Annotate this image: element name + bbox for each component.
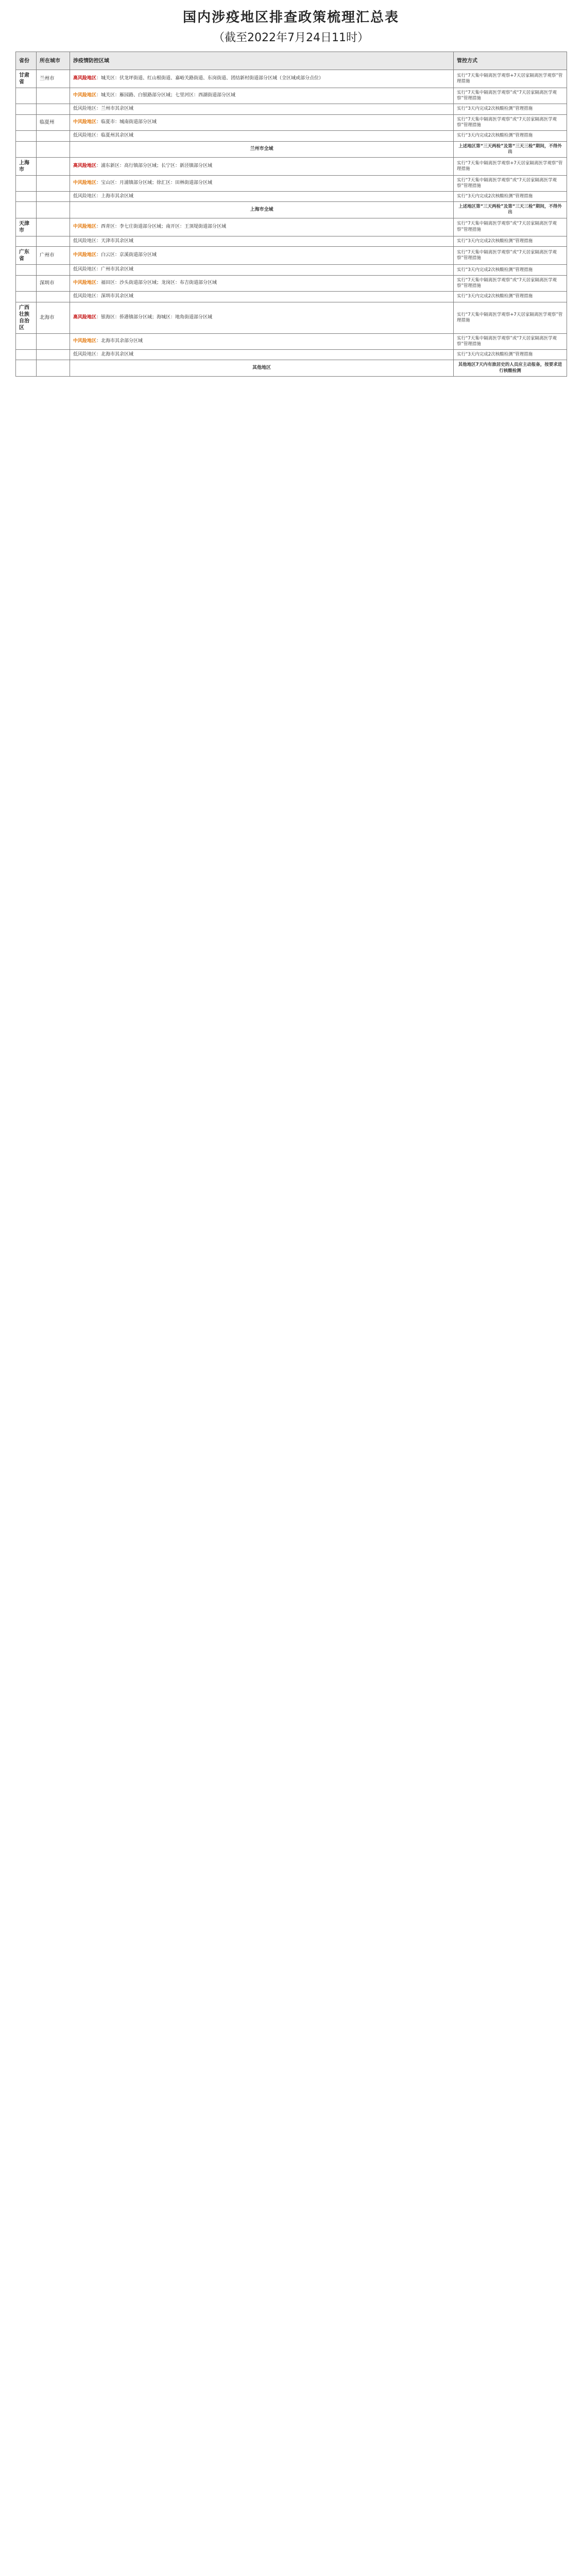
city-cell bbox=[37, 175, 70, 191]
risk-level-label: 低风险地区 bbox=[73, 106, 97, 112]
city-cell: 深圳市 bbox=[37, 275, 70, 291]
control-cell: 实行“7天集中隔离医学观察+7天居家隔离医学观察”管理措施 bbox=[454, 157, 567, 175]
province-cell bbox=[16, 360, 37, 376]
area-text: 兰州市全域 bbox=[250, 146, 273, 151]
col-header-province: 省份 bbox=[16, 52, 37, 70]
risk-level-label: 低风险地区 bbox=[73, 267, 97, 273]
table-row bbox=[16, 292, 567, 302]
province-cell bbox=[16, 333, 37, 349]
risk-level-label: 中风险地区 bbox=[73, 338, 97, 344]
area-cell: 高风险地区：浦东新区：高行镇部分区域；长宁区：新泾镇部分区域 bbox=[70, 157, 454, 175]
province-cell: 天津市 bbox=[16, 218, 37, 236]
city-cell bbox=[37, 292, 70, 302]
control-cell: 实行“3天内完成2次核酸检测”管理措施 bbox=[454, 292, 567, 302]
risk-level-label: 中风险地区 bbox=[73, 93, 97, 98]
province-cell bbox=[16, 114, 37, 130]
control-cell: 实行“7天集中隔离医学观察”或“7天居家隔离医学观察”管理措施 bbox=[454, 333, 567, 349]
control-cell: 实行“3天内完成2次核酸检测”管理措施 bbox=[454, 104, 567, 115]
risk-level-label: 低风险地区 bbox=[73, 238, 97, 244]
province-cell bbox=[16, 141, 37, 157]
table-row bbox=[16, 333, 567, 349]
risk-level-label: 高风险地区 bbox=[73, 163, 97, 168]
note-row bbox=[16, 141, 567, 157]
area-cell: 中风险地区：西青区：李七庄街道部分区域；南开区：王顶堤街道部分区域 bbox=[70, 218, 454, 236]
province-cell bbox=[16, 349, 37, 360]
control-cell: 实行“7天集中隔离医学观察”或“7天居家隔离医学观察”管理措施 bbox=[454, 247, 567, 265]
table-row bbox=[16, 247, 567, 265]
city-cell bbox=[37, 360, 70, 376]
table-row bbox=[16, 157, 567, 175]
area-cell bbox=[70, 141, 454, 157]
control-cell: 实行“3天内完成2次核酸检测”管理措施 bbox=[454, 236, 567, 247]
province-cell bbox=[16, 175, 37, 191]
area-text: 其他地区 bbox=[252, 365, 271, 370]
col-header-city: 所在城市 bbox=[37, 52, 70, 70]
note-row bbox=[16, 360, 567, 376]
control-cell: 其他地区7天内有旅居史的人员应主动报备，按要求进行核酸检测 bbox=[454, 360, 567, 376]
table-row bbox=[16, 88, 567, 104]
city-cell bbox=[37, 236, 70, 247]
risk-level-label: 高风险地区 bbox=[73, 76, 97, 81]
table-row bbox=[16, 236, 567, 247]
area-text: 浦东新区：高行镇部分区域；长宁区：新泾镇部分区域 bbox=[101, 163, 213, 168]
table-row bbox=[16, 218, 567, 236]
area-cell: 中风险地区：北海市其余部分区域 bbox=[70, 333, 454, 349]
province-cell bbox=[16, 88, 37, 104]
col-header-area: 涉疫情防控区域 bbox=[70, 52, 454, 70]
control-cell: 实行“7天集中隔离医学观察”或“7天居家隔离医学观察”管理措施 bbox=[454, 88, 567, 104]
province-cell: 甘肃省 bbox=[16, 70, 37, 88]
area-text: 白云区：京溪街道部分区域 bbox=[101, 252, 157, 258]
area-text: 北海市其余区域 bbox=[101, 351, 134, 357]
city-cell bbox=[37, 191, 70, 202]
risk-level-label: 低风险地区 bbox=[73, 351, 97, 357]
province-cell: 广西壮族自治区 bbox=[16, 302, 37, 333]
risk-level-label: 低风险地区 bbox=[73, 132, 97, 138]
area-text: 宝山区：月浦镇部分区域；徐汇区：田林街道部分区域 bbox=[101, 180, 213, 185]
control-cell: 上述地区第“三天两检”及第“三天三检”期间，不得外出 bbox=[454, 141, 567, 157]
area-text: 上海市全域 bbox=[250, 207, 273, 212]
policy-table bbox=[15, 52, 567, 377]
city-cell bbox=[37, 202, 70, 218]
area-cell: 低风险地区：天津市其余区域 bbox=[70, 236, 454, 247]
table-row bbox=[16, 175, 567, 191]
city-cell bbox=[37, 141, 70, 157]
city-cell: 兰州市 bbox=[37, 70, 70, 88]
area-text: 北海市其余部分区域 bbox=[101, 338, 143, 344]
control-cell: 实行“7天集中隔离医学观察”或“7天居家隔离医学观察”管理措施 bbox=[454, 175, 567, 191]
table-row bbox=[16, 130, 567, 141]
area-text: 广州市其余区域 bbox=[101, 267, 134, 273]
area-cell: 高风险地区：银海区：侨港镇部分区域；海城区：地角街道部分区域 bbox=[70, 302, 454, 333]
control-cell: 实行“3天内完成2次核酸检测”管理措施 bbox=[454, 130, 567, 141]
area-cell: 低风险地区：广州市其余区域 bbox=[70, 265, 454, 276]
province-cell bbox=[16, 292, 37, 302]
area-cell bbox=[70, 202, 454, 218]
area-cell: 中风险地区：白云区：京溪街道部分区域 bbox=[70, 247, 454, 265]
city-cell bbox=[37, 157, 70, 175]
province-cell bbox=[16, 265, 37, 276]
area-text: 西青区：李七庄街道部分区域；南开区：王顶堤街道部分区域 bbox=[101, 224, 227, 229]
header bbox=[15, 0, 567, 52]
area-cell: 中风险地区：临夏市：城南街道部分区域 bbox=[70, 114, 454, 130]
area-text: 临夏市：城南街道部分区域 bbox=[101, 119, 157, 125]
city-cell bbox=[37, 88, 70, 104]
table-row bbox=[16, 302, 567, 333]
area-text: 深圳市其余区域 bbox=[101, 294, 134, 299]
note-row bbox=[16, 202, 567, 218]
province-cell bbox=[16, 236, 37, 247]
risk-level-label: 中风险地区 bbox=[73, 224, 97, 229]
province-cell bbox=[16, 202, 37, 218]
control-cell: 上述地区第“三天两检”及第“三天三检”期间，不得外出 bbox=[454, 202, 567, 218]
control-cell: 实行“3天内完成2次核酸检测”管理措施 bbox=[454, 265, 567, 276]
table-row bbox=[16, 265, 567, 276]
control-cell: 实行“7天集中隔离医学观察”或“7天居家隔离医学观察”管理措施 bbox=[454, 275, 567, 291]
area-cell: 中风险地区：福田区：沙头街道部分区域；龙岗区：布吉街道部分区域 bbox=[70, 275, 454, 291]
area-cell: 低风险地区：深圳市其余区域 bbox=[70, 292, 454, 302]
city-cell bbox=[37, 333, 70, 349]
city-cell: 广州市 bbox=[37, 247, 70, 265]
area-text: 城关区：伏龙坪街道、红山根街道、嘉峪关路街道、东岗街道、团结新村街道部分区域（全区域或部分点位） bbox=[101, 76, 324, 81]
table-row bbox=[16, 349, 567, 360]
area-cell: 低风险地区：北海市其余区域 bbox=[70, 349, 454, 360]
risk-level-label: 高风险地区 bbox=[73, 314, 97, 320]
city-cell: 临夏州 bbox=[37, 114, 70, 130]
table-row bbox=[16, 114, 567, 130]
city-cell bbox=[37, 104, 70, 115]
control-cell: 实行“7天集中隔离医学观察”或“7天居家隔离医学观察”管理措施 bbox=[454, 114, 567, 130]
control-cell: 实行“3天内完成2次核酸检测”管理措施 bbox=[454, 349, 567, 360]
control-cell: 实行“3天内完成2次核酸检测”管理措施 bbox=[454, 191, 567, 202]
table-row bbox=[16, 104, 567, 115]
area-cell: 低风险地区：临夏州其余区域 bbox=[70, 130, 454, 141]
page-title: 国内涉疫地区排查政策梳理汇总表 bbox=[182, 10, 399, 25]
area-cell: 中风险地区：宝山区：月浦镇部分区域；徐汇区：田林街道部分区域 bbox=[70, 175, 454, 191]
control-cell: 实行“7天集中隔离医学观察”或“7天居家隔离医学观察”管理措施 bbox=[454, 218, 567, 236]
risk-level-label: 中风险地区 bbox=[73, 180, 97, 185]
table-row bbox=[16, 191, 567, 202]
control-cell: 实行“7天集中隔离医学观察+7天居家隔离医学观察”管理措施 bbox=[454, 302, 567, 333]
city-cell bbox=[37, 349, 70, 360]
province-cell: 广东省 bbox=[16, 247, 37, 265]
area-cell: 低风险地区：上海市其余区域 bbox=[70, 191, 454, 202]
area-cell: 高风险地区：城关区：伏龙坪街道、红山根街道、嘉峪关路街道、东岗街道、团结新村街道部分区域（全区域或部分点位） bbox=[70, 70, 454, 88]
city-cell bbox=[37, 265, 70, 276]
province-cell bbox=[16, 191, 37, 202]
risk-level-label: 中风险地区 bbox=[73, 252, 97, 258]
province-cell: 上海市 bbox=[16, 157, 37, 175]
area-text: 福田区：沙头街道部分区域；龙岗区：布吉街道部分区域 bbox=[101, 280, 217, 286]
city-cell bbox=[37, 218, 70, 236]
province-cell bbox=[16, 104, 37, 115]
risk-level-label: 低风险地区 bbox=[73, 193, 97, 199]
area-text: 天津市其余区域 bbox=[101, 238, 134, 244]
table-row bbox=[16, 70, 567, 88]
risk-level-label: 低风险地区 bbox=[73, 294, 97, 299]
table-body bbox=[16, 70, 567, 377]
table-row bbox=[16, 275, 567, 291]
risk-level-label: 中风险地区 bbox=[73, 119, 97, 125]
area-cell: 中风险地区：城关区：雁园路、白银路部分区域；七里河区：西湖街道部分区域 bbox=[70, 88, 454, 104]
area-text: 城关区：雁园路、白银路部分区域；七里河区：西湖街道部分区域 bbox=[101, 93, 236, 98]
area-text: 银海区：侨港镇部分区域；海城区：地角街道部分区域 bbox=[101, 314, 213, 320]
area-text: 上海市其余区域 bbox=[101, 193, 134, 199]
control-cell: 实行“7天集中隔离医学观察+7天居家隔离医学观察”管理措施 bbox=[454, 70, 567, 88]
col-header-control: 管控方式 bbox=[454, 52, 567, 70]
area-text: 临夏州其余区域 bbox=[101, 132, 134, 138]
area-cell: 低风险地区：兰州市其余区域 bbox=[70, 104, 454, 115]
area-text: 兰州市其余区域 bbox=[101, 106, 134, 112]
province-cell bbox=[16, 130, 37, 141]
city-cell: 北海市 bbox=[37, 302, 70, 333]
page-subtitle: （截至2022年7月24日11时） bbox=[213, 31, 369, 44]
risk-level-label: 中风险地区 bbox=[73, 280, 97, 286]
area-cell bbox=[70, 360, 454, 376]
city-cell bbox=[37, 130, 70, 141]
table-header-row bbox=[16, 52, 567, 70]
province-cell bbox=[16, 275, 37, 291]
